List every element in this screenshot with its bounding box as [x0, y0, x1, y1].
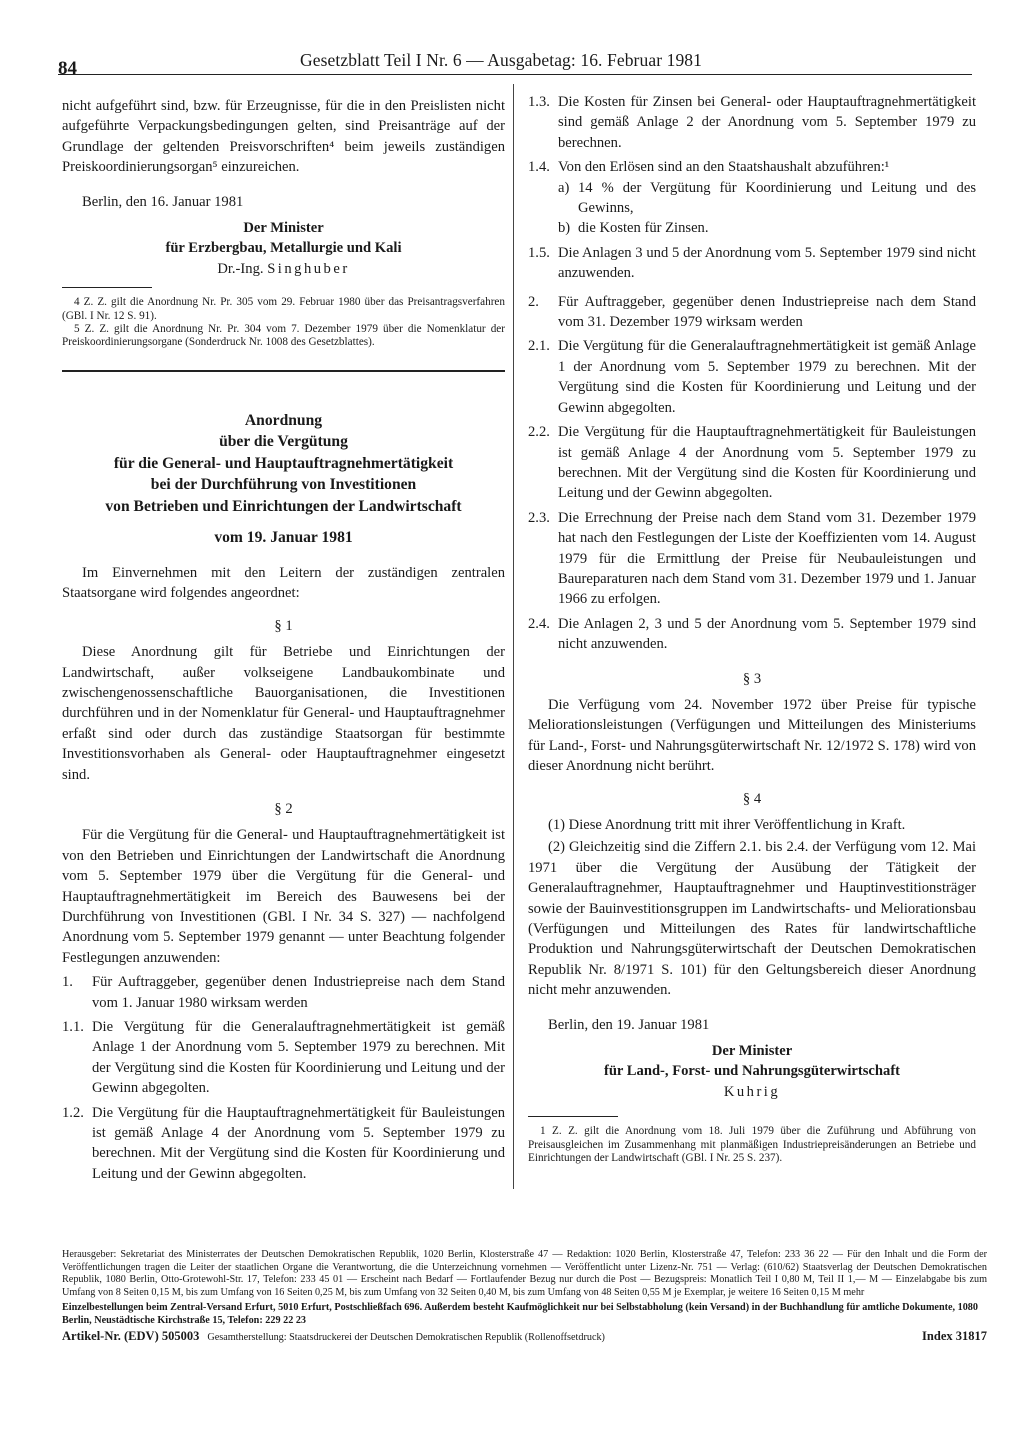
- sub-item-text: die Kosten für Zinsen.: [578, 220, 709, 237]
- continued-paragraph: nicht aufgeführt sind, bzw. für Erzeugnisse, für die in den Preislisten nicht aufgeführte Verpackungsbedingungen gelten, sind Preisanträge auf der Grundlage der geltenden Preisvorschriften⁴ beim jeweils zuständigen Preiskoordinierungsorgan⁵ einzureichen.: [62, 98, 505, 176]
- section-heading-3: § 3: [742, 670, 762, 687]
- item-number: 2.4.: [528, 615, 550, 632]
- place-date: Berlin, den 16. Januar 1981: [82, 193, 244, 210]
- title-line: über die Vergütung: [219, 433, 348, 451]
- page-number: 84: [58, 58, 77, 79]
- ordinance-title: [62, 410, 505, 518]
- minister-signature-block: [62, 218, 505, 279]
- section-4-paragraph-2: (2) Gleichzeitig sind die Ziffern 2.1. bis 2.4. der Verfügung vom 12. Mai 1971 über die Vergütung der Ausübung der Tätigkeit der Generalauftragnehmer, Hauptauftragnehmer und Hauptinvestitionsträger sowie der Bauinvestitionsgruppen im Landwirtschafts- und Meliorationsbau (Verfügungen und Mitteilungen des Rates für landwirtschaftliche Produktion und Nahrungsgüterwirtschaft der Deutschen Demokratischen Republik Nr. 8/1971 S. 101) für den Geltungsbereich dieser Anordnung nicht mehr anzuwenden.: [528, 839, 976, 999]
- section-separator: [62, 370, 505, 372]
- section-heading-1: § 1: [274, 617, 293, 634]
- minister-title: Der Minister: [243, 220, 324, 237]
- imprint-text: Herausgeber: Sekretariat des Ministerrates der Deutschen Demokratischen Republik, 1020 Berlin, Klosterstraße 47 — Redaktion: 1020 Berlin, Klosterstraße 47, Telefon: 233 36 22 — Für den Inhalt und die Form der Veröffentlichungen tragen die Leiter der staatlichen Organe die Verantwortung, die die Unterzeichnung vornehmen — Veröffentlicht unter Lizenz-Nr. 751 — Verlag: (610/62) Staatsverlag der Deutschen Demokratischen Republik, 1080 Berlin, Otto-Grotewohl-Str. 17, Telefon: 233 45 01 — Erscheint nach Bedarf — Fortlaufender Bezug nur durch die Post — Bezugspreis: Monatlich Teil I 0,80 M, Teil II 1,— M — Einzelabgabe bis zum Umfang von 8 Seiten 0,15 M, bis zum Umfang von 16 Seiten 0,25 M, bis zum Umfang von 32 Seiten 0,40 M, bis zum Umfang von 48 Seiten 0,55 M je Exemplar, je weitere 16 Seiten 0,15 M mehr: [62, 1249, 987, 1299]
- title-line: für die General- und Hauptauftragnehmertätigkeit: [113, 454, 454, 472]
- list-item: [528, 614, 976, 655]
- list-item: [528, 422, 976, 504]
- item-number: 1.4.: [528, 159, 550, 176]
- list-item: [62, 972, 505, 1013]
- item-text: Die Vergütung für die Hauptauftragnehmertätigkeit für Bauleistungen ist gemäß Anlage 4 der Anordnung vom 5. September 1979 zu berechnen. Mit der Vergütung sind die Kosten für Koordinierung und Leitung und der Gewinn abgegolten.: [558, 424, 976, 502]
- footnote-rule: [62, 287, 152, 288]
- sub-item-letter: b): [558, 220, 571, 237]
- minister-name-prefix: Dr.-Ing.: [217, 260, 264, 277]
- footnote-rule: [528, 1116, 618, 1117]
- item-text: Von den Erlösen sind an den Staatshaushalt abzuführen:¹: [558, 159, 890, 176]
- place-date: Berlin, den 19. Januar 1981: [548, 1016, 710, 1033]
- list-item: [528, 508, 976, 610]
- item-text: Für Auftraggeber, gegenüber denen Industriepreise nach dem Stand vom 31. Dezember 1979 wirksam werden: [558, 293, 976, 331]
- imprint-footer: [62, 1249, 987, 1344]
- printer-info: Gesamtherstellung: Staatsdruckerei der Deutschen Demokratischen Republik (Rollenoffsetdruck): [207, 1332, 605, 1344]
- item-text: Die Kosten für Zinsen bei General- oder Hauptauftragnehmertätigkeit sind gemäß Anlage 2 der Anordnung vom 5. September 1979 zu berechnen.: [558, 94, 976, 151]
- footnotes: [62, 296, 505, 350]
- item-text: Für Auftraggeber, gegenüber denen Industriepreise nach dem Stand vom 1. Januar 1980 wirksam werden: [92, 974, 505, 1011]
- item-number: 2.3.: [528, 509, 550, 526]
- list-item: [528, 292, 976, 333]
- column-divider: [513, 84, 514, 1189]
- item-number: 2.: [528, 293, 539, 310]
- header-rule: [58, 74, 972, 75]
- section-heading-2: § 2: [274, 800, 293, 817]
- sub-item-letter: a): [558, 179, 570, 196]
- list-item: [528, 336, 976, 418]
- item-number: 1.3.: [528, 94, 550, 110]
- section-heading-4: § 4: [742, 790, 762, 807]
- list-item: [528, 157, 976, 177]
- item-number: 1.2.: [62, 1104, 84, 1121]
- item-text: Die Vergütung für die Generalauftragnehmertätigkeit ist gemäß Anlage 1 der Anordnung vom 5. September 1979 zu berechnen. Mit der Vergütung sind die Kosten für Koordinierung und Leitung und der Gewinn abgegolten.: [92, 1019, 505, 1097]
- sub-item: [558, 218, 976, 238]
- item-number: 2.2.: [528, 424, 550, 441]
- running-header-title: Gesetzblatt Teil I Nr. 6 — Ausgabetag: 16. Februar 1981: [300, 50, 702, 70]
- minister-department: für Erzbergbau, Metallurgie und Kali: [165, 240, 402, 257]
- item-text: Die Vergütung für die Hauptauftragnehmertätigkeit für Bauleistungen ist gemäß Anlage 4 der Anordnung vom 5. September 1979 zu berechnen. Mit der Vergütung sind die Kosten für Koordinierung und Leitung und der Gewinn abgegolten.: [92, 1104, 505, 1182]
- item-text: Die Anlagen 2, 3 und 5 der Anordnung vom 5. September 1979 sind nicht anzuwenden.: [558, 615, 976, 653]
- left-column: [62, 96, 505, 1184]
- item-number: 2.1.: [528, 338, 550, 355]
- minister-department: für Land-, Forst- und Nahrungsgüterwirtschaft: [603, 1063, 901, 1080]
- minister-signature-block: [528, 1041, 976, 1102]
- item-number: 1.1.: [62, 1019, 84, 1035]
- minister-title: Der Minister: [711, 1043, 793, 1060]
- footnote: 5 Z. Z. gilt die Anordnung Nr. Pr. 304 vom 7. Dezember 1979 über die Nomenklatur der Preiskoordinierungsorgane (Sonderdruck Nr. 1008 des Gesetzblattes).: [62, 323, 505, 349]
- section-2-text: Für die Vergütung für die General- und Hauptauftragnehmertätigkeit ist von den Betrieben und Einrichtungen der Landwirtschaft die Anordnung vom 5. September 1979 über die Vergütung für die General- und Hauptauftragnehmertätigkeit im Bereich des Bauwesens bei der Durchführung von Investitionen (GBl. I Nr. 34 S. 327) — nachfolgend Anordnung vom 5. September 1979 genannt — unter Beachtung folgender Festlegungen anzuwenden:: [62, 827, 505, 966]
- list-item: [62, 1017, 505, 1099]
- ordering-info: Einzelbestellungen beim Zentral-Versand Erfurt, 5010 Erfurt, Postschließfach 696. Außerdem besteht Kaufmöglichkeit nur bei Selbstabholung (kein Versand) in der Buchhandlung für amtliche Dokumente, 1080 Berlin, Neustädtische Kirchstraße 15, Telefon: 229 22 23: [62, 1301, 978, 1326]
- item-text: Die Anlagen 3 und 5 der Anordnung vom 5. September 1979 sind nicht anzuwenden.: [558, 244, 976, 282]
- right-column: [528, 92, 976, 1166]
- section-1-text: Diese Anordnung gilt für Betriebe und Einrichtungen der Landwirtschaft, außer volkseigene Landbaukombinate und zwischengenossenschaftliche Bauorganisationen, die Investitionen durchführen und in der Nomenklatur für General- und Hauptauftragnehmer erfaßt sind oder durch das zuständige Staatsorgan für bestimmte Investitionsvorhaben als General- oder Hauptauftragnehmer eingesetzt sind.: [62, 644, 505, 783]
- list-item: [528, 92, 976, 153]
- footnote: 1 Z. Z. gilt die Anordnung vom 18. Juli 1979 über die Zuführung und Abführung von Preisausgleichen im Zusammenhang mit planmäßigen Industriepreisänderungen an Betriebe und Einrichtungen der Landwirtschaft (GBl. I Nr. 25 S. 237).: [528, 1125, 976, 1165]
- sub-item-text: 14 % der Vergütung für Koordinierung und Leitung und des Gewinns,: [578, 179, 976, 217]
- minister-name: Singhuber: [267, 260, 350, 277]
- item-text: Die Vergütung für die Generalauftragnehmertätigkeit ist gemäß Anlage 1 der Anordnung vom 5. September 1979 zu berechnen. Mit der Vergütung sind die Kosten für Koordinierung und Leitung und der Gewinn abgegolten.: [558, 338, 976, 416]
- section-3-text: Die Verfügung vom 24. November 1972 über Preise für typische Meliorationsleistungen (Verfügungen und Mitteilungen des Ministeriums für Land-, Forst- und Nahrungsgüterwirtschaft Nr. 12/1972 S. 178) wird von dieser Anordnung nicht berührt.: [528, 696, 976, 775]
- ordinance-date: vom 19. Januar 1981: [214, 529, 353, 547]
- item-number: 1.5.: [528, 244, 550, 261]
- item-number: 1.: [62, 974, 73, 991]
- index-number: Index 31817: [922, 1329, 987, 1344]
- list-item: [528, 243, 976, 284]
- minister-name: Kuhrig: [723, 1083, 781, 1100]
- title-line: von Betrieben und Einrichtungen der Landwirtschaft: [105, 497, 462, 515]
- title-line: bei der Durchführung von Investitionen: [150, 476, 417, 494]
- section-4-paragraph-1: (1) Diese Anordnung tritt mit ihrer Veröffentlichung in Kraft.: [548, 817, 906, 833]
- preamble: Im Einvernehmen mit den Leitern der zuständigen zentralen Staatsorgane wird folgendes angeordnet:: [62, 564, 505, 602]
- list-item: [62, 1103, 505, 1185]
- footer-bottom-row: [62, 1329, 987, 1344]
- minister-name-line: [62, 259, 505, 279]
- numbered-list: [62, 972, 505, 1184]
- article-number: Artikel-Nr. (EDV) 505003: [62, 1329, 200, 1344]
- footnote: 4 Z. Z. gilt die Anordnung Nr. Pr. 305 vom 29. Februar 1980 über das Preisantragsverfahren (GBl. I Nr. 12 S. 91).: [62, 296, 505, 322]
- title-line: Anordnung: [244, 411, 323, 429]
- item-text: Die Errechnung der Preise nach dem Stand vom 31. Dezember 1979 hat nach den Festlegungen der Liste der Koeffizienten vom 14. August 1979 für die Ermittlung der Preise für Neubauleistungen und Baureparaturen nach dem Stand vom 31. Dezember 1979 und 1. Januar 1966 zu erfolgen.: [558, 509, 976, 608]
- sub-item: [558, 178, 976, 219]
